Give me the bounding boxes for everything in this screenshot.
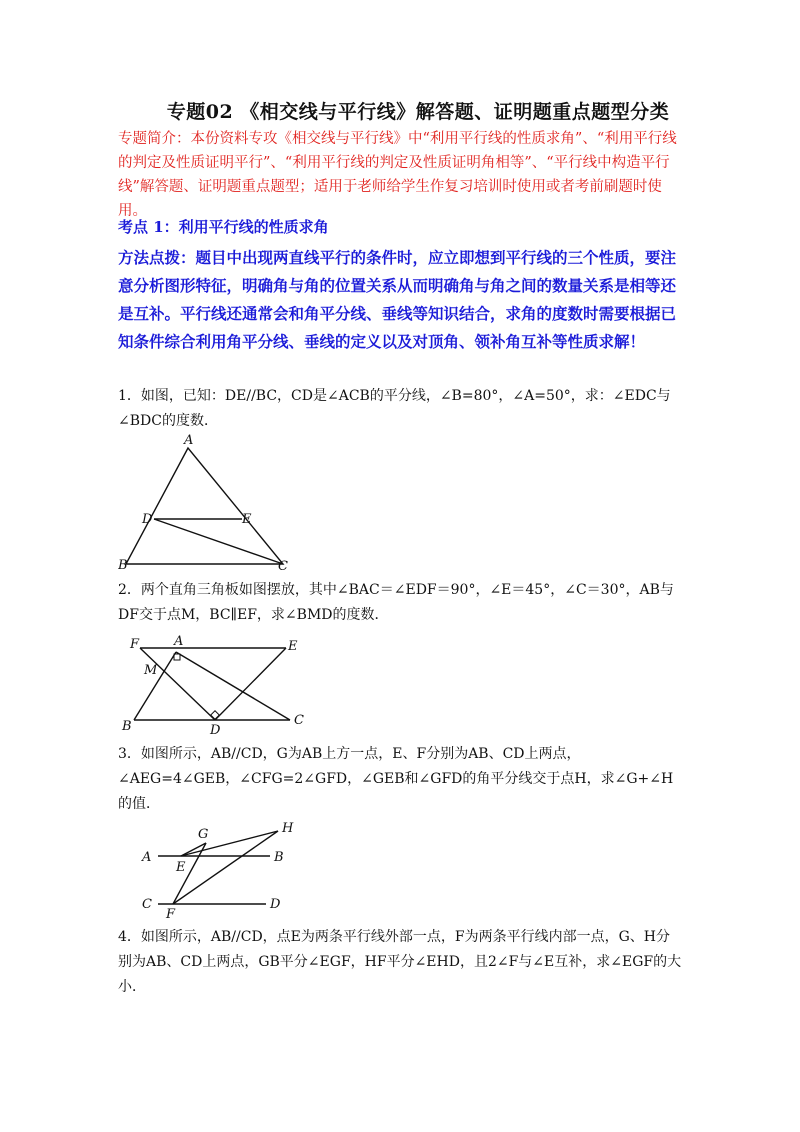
label-e: E <box>176 860 186 875</box>
label-a: A <box>184 433 194 448</box>
figure-3 <box>136 820 316 920</box>
label-f: F <box>130 637 140 652</box>
label-g: G <box>198 827 209 842</box>
triangle-abc <box>126 448 283 564</box>
label-d: D <box>142 512 153 527</box>
question-2: 2．两个直角三角板如图摆放，其中∠BAC＝∠EDF＝90°，∠E＝45°，∠C＝30°，AB与DF交于点M，BC∥EF，求∠BMD的度数． <box>118 582 674 623</box>
label-b: B <box>274 850 284 865</box>
label-b: B <box>122 719 132 734</box>
label-a: A <box>174 634 184 649</box>
topic-intro: 专题简介：本份资料专攻《相交线与平行线》中“利用平行线的性质求角”、“利用平行线的判定及性质证明平行”、“利用平行线的判定及性质证明角相等”、“平行线中构造平行线”解答题、证明题重点题型；适用于老师给学生作复习培训时使用或者考前刷题时使用。 <box>118 131 677 219</box>
section-heading: 考点 1：利用平行线的性质求角 <box>118 218 329 236</box>
segment-eh <box>181 831 278 856</box>
segment-de-2 <box>215 648 286 720</box>
label-m: M <box>144 663 158 678</box>
label-b: B <box>118 558 128 572</box>
label-e: E <box>288 639 298 654</box>
label-c: C <box>142 897 152 912</box>
label-e: E <box>242 512 252 527</box>
segment-fh <box>173 831 278 904</box>
label-c: C <box>278 559 288 572</box>
question-1: 1．如图，已知：DE//BC，CD是∠ACB的平分线，∠B=80°，∠A=50°，求：∠EDC与∠BDC的度数． <box>118 388 671 429</box>
label-a: A <box>142 850 152 865</box>
question-4: 4．如图所示，AB//CD，点E为两条平行线外部一点，F为两条平行线内部一点，G、H分别为AB、CD上两点，GB平分∠EGF，HF平分∠EHD，且2∠F与∠E互补，求∠EGF的大小． <box>118 929 682 995</box>
page-title: 专题02 《相交线与平行线》解答题、证明题重点题型分类 <box>166 101 670 123</box>
figure-2 <box>118 634 318 734</box>
figure-1 <box>118 432 308 572</box>
label-c: C <box>294 713 304 728</box>
segment-dc <box>154 519 283 564</box>
segment-fd <box>140 648 215 720</box>
question-3: 3．如图所示，AB//CD，G为AB上方一点，E、F分别为AB、CD上两点，∠AEG=4∠GEB，∠CFG=2∠GFD，∠GEB和∠GFD的角平分线交于点H，求∠G+∠H的值． <box>118 746 674 812</box>
label-d: D <box>210 723 221 734</box>
method-tip: 方法点拨：题目中出现两直线平行的条件时，应立即想到平行线的三个性质，要注意分析图形特征，明确角与角的位置关系从而明确角与角之间的数量关系是相等还是互补。平行线还通常会和角平分线、垂线等知识结合，求角的度数时需要根据已知条件综合利用角平分线、垂线的定义以及对顶角、领补角互补等性质求解！ <box>118 248 677 351</box>
label-f: F <box>166 907 176 920</box>
label-h: H <box>282 821 294 836</box>
label-d: D <box>270 897 281 912</box>
